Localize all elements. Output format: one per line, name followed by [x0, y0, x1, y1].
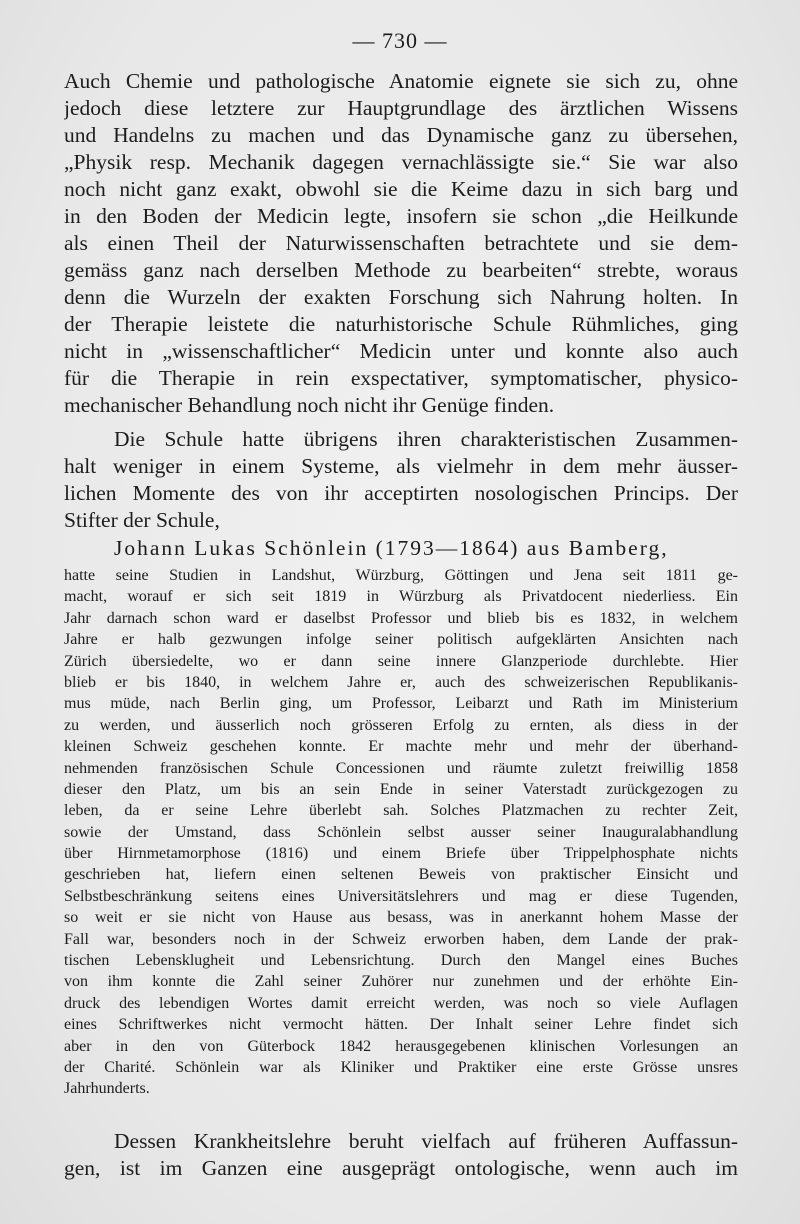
text-line: mus müde, nach Berlin ging, um Professor, Leibarzt und Rath im Ministerium — [64, 695, 738, 713]
text-line: Fall war, besonders noch in der Schweiz erworben haben, dem Lande der prak- — [64, 930, 738, 948]
text-line: gen, ist im Ganzen eine ausgeprägt ontologische, wenn auch im — [64, 1156, 738, 1180]
paragraph-disease-theory — [64, 1128, 738, 1182]
page-number: — 730 — — [352, 28, 448, 53]
text-line: nicht in „wissenschaftlicher“ Medicin unter und konnte also auch — [64, 339, 738, 363]
text-line: Jahrhunderts. — [64, 1080, 150, 1098]
text-line: leben, da er seine Lehre überlebt sah. Solches Platzmachen zu rechter Zeit, — [64, 802, 738, 820]
text-line: und Handelns zu machen und das Dynamische ganz zu übersehen, — [64, 123, 738, 147]
text-line: jedoch diese letztere zur Hauptgrundlage des ärztlichen Wissens — [64, 96, 738, 120]
text-line: „Physik resp. Mechanik dagegen vernachlässigte sie.“ Sie war also — [64, 150, 738, 174]
text-line: denn die Wurzeln der exakten Forschung sich Nahrung holten. In — [64, 285, 738, 309]
schoenlein-biography — [64, 565, 738, 1100]
text-line: der Charité. Schönlein war als Kliniker und Praktiker eine erste Grösse unsres — [64, 1058, 738, 1076]
text-line: eines Schriftwerkes nicht vermocht hätten. Der Inhalt seiner Lehre findet sich — [64, 1016, 738, 1034]
schoenlein-heading-block — [64, 535, 738, 562]
text-line: über Hirnmetamorphose (1816) und einem Briefe über Trippelphosphate nichts — [64, 845, 738, 863]
text-line: macht, worauf er sich seit 1819 in Würzburg als Privatdocent niederliess. Ein — [64, 588, 738, 606]
text-line: dieser den Platz, um bis an sein Ende in seiner Vaterstadt zurückgezogen zu — [64, 780, 738, 798]
text-line: Stifter der Schule, — [64, 508, 220, 532]
text-line: für die Therapie in rein exspectativer, symptomatischer, physico- — [64, 366, 738, 390]
text-line: in den Boden der Medicin legte, insofern sie schon „die Heilkunde — [64, 204, 738, 228]
text-line: zu werden, und äusserlich noch grösseren Erfolg zu ernten, als diess in der — [64, 716, 738, 734]
text-line: aber in den von Güterbock 1842 herausgegebenen klinischen Vorlesungen an — [64, 1037, 738, 1055]
text-line: gemäss ganz nach derselben Methode zu bearbeiten“ strebte, woraus — [64, 258, 738, 282]
text-line: kleinen Schweiz geschehen konnte. Er machte mehr und mehr der überhand- — [64, 738, 738, 756]
text-line: Auch Chemie und pathologische Anatomie eignete sie sich zu, ohne — [64, 69, 738, 93]
text-line: halt weniger in einem Systeme, als vielmehr in dem mehr äusser- — [64, 454, 738, 478]
text-line: der Therapie leistete die naturhistorische Schule Rühmliches, ging — [64, 312, 738, 336]
text-line: mechanischer Behandlung noch nicht ihr Genüge finden. — [64, 393, 555, 417]
schoenlein-heading: Johann Lukas Schönlein (1793—1864) aus Bamberg, — [114, 536, 669, 560]
text-line: Selbstbeschränkung seitens eines Universitätslehrers und mag er diese Tugenden, — [64, 887, 738, 905]
text-line: druck des lebendigen Wortes damit erreicht werden, was noch so viele Auflagen — [64, 994, 738, 1012]
text-line: lichen Momente des von ihr acceptirten nosologischen Princips. Der — [64, 481, 738, 505]
text-line: geschrieben hat, liefern einen seltenen Beweis von praktischer Einsicht und — [64, 866, 738, 884]
paragraph-school-cohesion — [64, 426, 738, 534]
text-line: Jahre er halb gezwungen infolge seiner politisch aufgeklärten Ansichten nach — [64, 631, 738, 649]
text-line: als einen Theil der Naturwissenschaften betrachtete und sie dem- — [64, 231, 738, 255]
text-line: tischen Lebensklugheit und Lebensrichtung. Durch den Mangel eines Buches — [64, 952, 738, 970]
text-line: nehmenden französischen Schule Concessionen und räumte zuletzt freiwillig 1858 — [64, 759, 738, 777]
text-line: hatte seine Studien in Landshut, Würzburg, Göttingen und Jena seit 1811 ge- — [64, 567, 738, 584]
text-line: Dessen Krankheitslehre beruht vielfach auf früheren Auffassun- — [114, 1129, 738, 1153]
text-line: von ihm konnte die Zahl seiner Zuhörer nur zunehmen und der erhöhte Ein- — [64, 973, 738, 991]
text-line: so weit er sie nicht von Hause aus besass, was in anerkannt hohem Masse der — [64, 909, 738, 927]
text-line: Jahr darnach schon ward er daselbst Professor und blieb bis es 1832, in welchem — [64, 609, 738, 627]
text-line: Zürich übersiedelte, wo er dann seine innere Glanzperiode durchlebte. Hier — [64, 652, 738, 670]
text-line: sowie der Umstand, dass Schönlein selbst ausser seiner Inauguralabhandlung — [64, 823, 738, 841]
text-line: noch nicht ganz exakt, obwohl sie die Keime dazu in sich barg und — [64, 177, 738, 201]
text-line: blieb er bis 1840, in welchem Jahre er, auch des schweizerischen Republikanis- — [64, 673, 738, 691]
paragraph-chemistry-therapy — [64, 68, 738, 419]
text-line: Die Schule hatte übrigens ihren charakteristischen Zusammen- — [114, 427, 738, 451]
